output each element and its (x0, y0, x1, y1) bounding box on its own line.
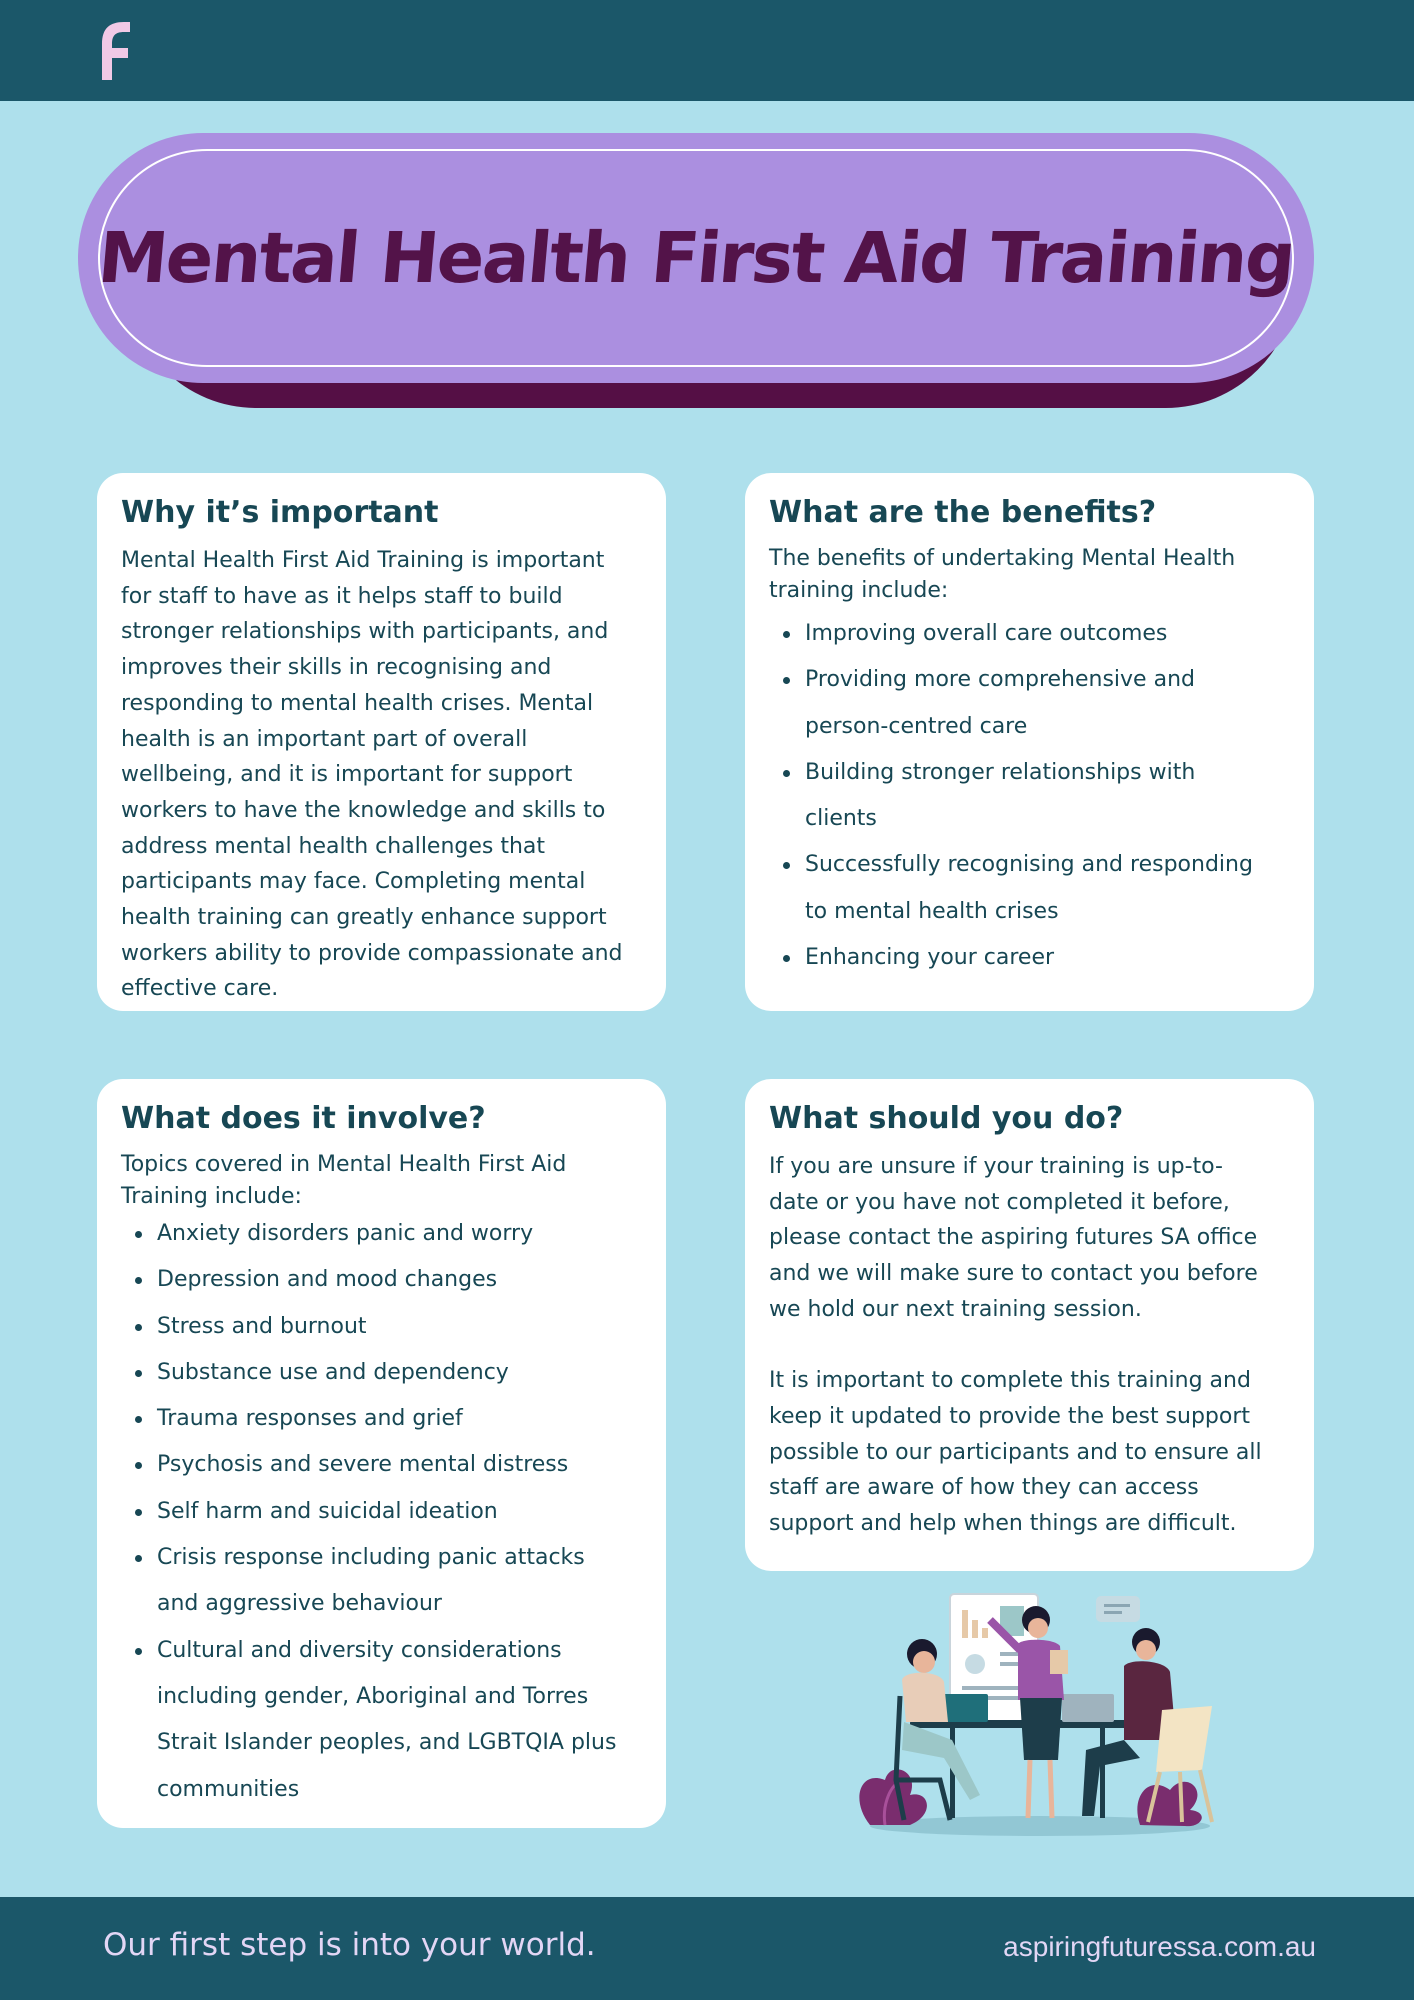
list-item-line: Successfully recognising and responding (805, 852, 1253, 878)
text-line: keep it updated to provide the best support (769, 1403, 1251, 1429)
list-item-line: Cultural and diversity considerations (157, 1637, 562, 1663)
list-item-line: Stress and burnout (157, 1313, 367, 1339)
list-item (769, 657, 1290, 750)
list-item-line: Improving overall care outcomes (805, 621, 1168, 646)
what-to-do-heading: What should you do? (769, 1101, 1124, 1136)
text-line: health is an important part of overall (121, 726, 528, 752)
list-item-line: Providing more comprehensive and (805, 667, 1195, 693)
benefits-card (745, 473, 1314, 1011)
list-item-line: Trauma responses and grief (157, 1406, 463, 1432)
text-line: Training include: (121, 1184, 302, 1209)
team-meeting-illustration-icon (840, 1590, 1230, 1840)
involve-intro (121, 1149, 642, 1213)
list-item-line: including gender, Aboriginal and Torres (157, 1683, 589, 1709)
list-item (121, 1442, 642, 1488)
text-line: health training can greatly enhance support (121, 905, 607, 931)
involve-list (121, 1211, 642, 1813)
text-line: responding to mental health crises. Mental (121, 690, 594, 716)
list-item-line: Substance use and dependency (157, 1359, 509, 1385)
top-bar (0, 0, 1414, 101)
list-item (769, 935, 1290, 981)
list-item-line: Enhancing your career (805, 945, 1055, 971)
involve-heading: What does it involve? (121, 1101, 486, 1136)
list-item (769, 611, 1290, 657)
list-item (769, 842, 1290, 935)
text-line: training include: (769, 578, 949, 603)
list-item-line: Self harm and suicidal ideation (157, 1498, 498, 1524)
text-line: address mental health challenges that (121, 833, 546, 859)
text-line: improves their skills in recognising and (121, 655, 552, 681)
list-item (121, 1350, 642, 1396)
involve-card (97, 1079, 666, 1828)
list-item-line: to mental health crises (805, 898, 1059, 924)
text-line: wellbeing, and it is important for support (121, 762, 573, 788)
aspiring-futures-logo-icon[interactable] (94, 18, 134, 82)
text-line: for staff to have as it helps staff to build (121, 583, 563, 609)
list-item (121, 1535, 642, 1628)
text-line: possible to our participants and to ensure all (769, 1439, 1262, 1465)
what-to-do-paragraph-1 (769, 1149, 1290, 1328)
text-line: It is important to complete this training and (769, 1368, 1251, 1394)
text-line: participants may face. Completing mental (121, 869, 586, 895)
benefits-heading: What are the benefits? (769, 495, 1157, 530)
list-item (769, 750, 1290, 843)
text-line: The benefits of undertaking Mental Health (769, 546, 1236, 571)
text-line: Mental Health First Aid Training is important (121, 548, 605, 573)
text-line: we hold our next training session. (769, 1296, 1142, 1322)
list-item-line: Building stronger relationships with (805, 759, 1196, 785)
text-line: workers to have the knowledge and skills to (121, 797, 606, 823)
why-important-text (121, 543, 642, 1007)
page-title: Mental Health First Aid Training (94, 217, 1298, 299)
text-line: and we will make sure to contact you before (769, 1261, 1258, 1287)
list-item-line: communities (157, 1776, 300, 1802)
list-item (121, 1304, 642, 1350)
text-line: staff are aware of how they can access (769, 1475, 1199, 1501)
footer-bar (0, 1897, 1414, 2000)
list-item-line: Crisis response including panic attacks (157, 1545, 585, 1571)
text-line: Topics covered in Mental Health First Aid (121, 1152, 567, 1177)
text-line: workers ability to provide compassionate and (121, 940, 623, 966)
list-item-line: person-centred care (805, 713, 1028, 739)
what-to-do-card (745, 1079, 1314, 1571)
why-important-card (97, 473, 666, 1011)
list-item (121, 1396, 642, 1442)
benefits-list (769, 611, 1290, 981)
text-line: If you are unsure if your training is up-to- (769, 1154, 1223, 1179)
footer-tagline: Our first step is into your world. (103, 1927, 596, 1963)
list-item-line: Depression and mood changes (157, 1267, 498, 1293)
text-line: stronger relationships with participants, and (121, 619, 609, 645)
list-item-line: and aggressive behaviour (157, 1591, 442, 1617)
list-item (121, 1257, 642, 1303)
footer-website-link[interactable]: aspiringfuturessa.com.au (1003, 1931, 1316, 1962)
list-item-line: Psychosis and severe mental distress (157, 1452, 569, 1478)
text-line: date or you have not completed it before, (769, 1189, 1230, 1215)
list-item (121, 1628, 642, 1813)
title-banner (78, 133, 1314, 408)
list-item (121, 1489, 642, 1535)
text-line: support and help when things are difficult. (769, 1511, 1237, 1537)
benefits-intro (769, 543, 1290, 607)
text-line: effective care. (121, 976, 279, 1002)
list-item-line: clients (805, 806, 877, 832)
list-item (121, 1211, 642, 1257)
what-to-do-paragraph-2 (769, 1363, 1290, 1542)
list-item-line: Anxiety disorders panic and worry (157, 1221, 534, 1246)
why-important-heading: Why it’s important (121, 495, 439, 530)
text-line: please contact the aspiring futures SA office (769, 1225, 1258, 1251)
list-item-line: Strait Islander peoples, and LGBTQIA plus (157, 1730, 617, 1756)
